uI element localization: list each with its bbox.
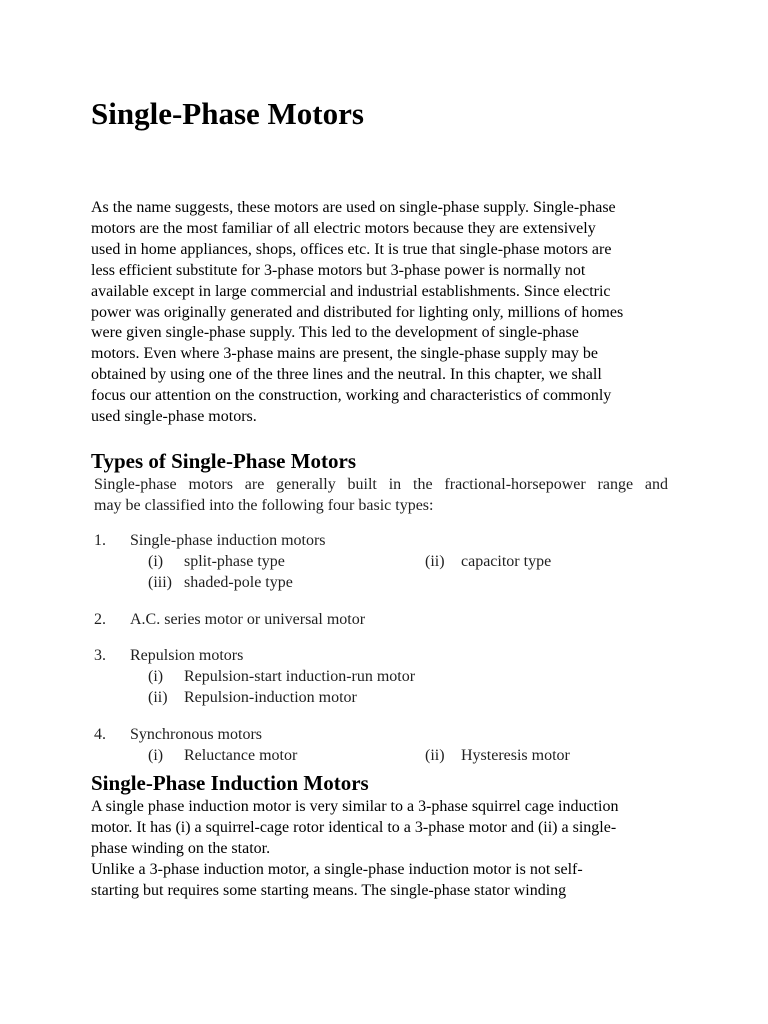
list-item-label: A.C. series motor or universal motor [130,611,366,628]
intro-paragraph [91,198,681,428]
list-item-number: 4. [94,726,106,743]
sub-item-text: Hysteresis motor [461,747,570,764]
list-item [94,609,674,631]
list-item-number: 2. [94,611,106,628]
sub-item-text: Repulsion-induction motor [184,689,357,706]
list-item-number: 1. [94,532,106,549]
list-item [94,724,674,746]
list-item-label: Synchronous motors [130,726,262,743]
induction-line: A single phase induction motor is very similar to a 3-phase squirrel cage induction [91,798,619,815]
list-item [94,645,674,667]
induction-line: phase winding on the stator. [91,839,271,857]
sub-item-text: shaded-pole type [184,574,293,591]
types-intro-line: may be classified into the following four basic types: [94,497,434,514]
page-title: Single-Phase Motors [91,96,364,131]
sub-item-roman: (i) [148,553,164,570]
intro-line: available except in large commercial and industrial establishments. Since electric [91,282,611,300]
intro-line: used single-phase motors. [91,408,257,426]
intro-line: As the name suggests, these motors are used on single-phase supply. Single-phase [91,199,616,216]
list-item-label: Repulsion motors [130,647,244,664]
sub-item-text: capacitor type [461,553,552,570]
list-item-number: 3. [94,647,106,664]
intro-line: power was originally generated and distributed for lighting only, millions of homes [91,303,624,321]
intro-line: motors are the most familiar of all electric motors because they are extensively [91,219,596,237]
sub-item-roman: (iii) [148,574,172,591]
types-intro-line: Single-phase motors are generally built in the fractional-horsepower range and [94,476,668,493]
sub-item-roman: (ii) [425,747,445,764]
induction-line: starting but requires some starting means. The single-phase stator winding [91,881,567,899]
intro-line: focus our attention on the construction, working and characteristics of commonly [91,387,612,405]
intro-line: used in home appliances, shops, offices etc. It is true that single-phase motors are [91,240,612,258]
types-intro [94,474,668,516]
intro-line: motors. Even where 3-phase mains are present, the single-phase supply may be [91,345,598,363]
intro-line: obtained by using one of the three lines and the neutral. In this chapter, we shall [91,366,602,384]
sub-item-text: Reluctance motor [184,747,298,764]
induction-heading: Single-Phase Induction Motors [91,771,369,795]
types-excerpt [94,474,674,764]
sub-item-roman: (i) [148,668,164,685]
types-heading: Types of Single-Phase Motors [91,449,357,473]
list-item [94,530,674,552]
list-item-label: Single-phase induction motors [130,532,326,549]
induction-line: motor. It has (i) a squirrel-cage rotor identical to a 3-phase motor and (ii) a single- [91,818,617,836]
induction-paragraph [91,797,681,902]
sub-item-text: split-phase type [184,553,285,570]
sub-item-text: Repulsion-start induction-run motor [184,668,416,685]
induction-line: Unlike a 3-phase induction motor, a single-phase induction motor is not self- [91,860,583,878]
intro-line: less efficient substitute for 3-phase motors but 3-phase power is normally not [91,261,586,279]
sub-item-roman: (ii) [148,689,168,706]
sub-item-roman: (i) [148,747,164,764]
sub-item-roman: (ii) [425,553,445,570]
intro-line: were given single-phase supply. This led to the development of single-phase [91,324,579,342]
